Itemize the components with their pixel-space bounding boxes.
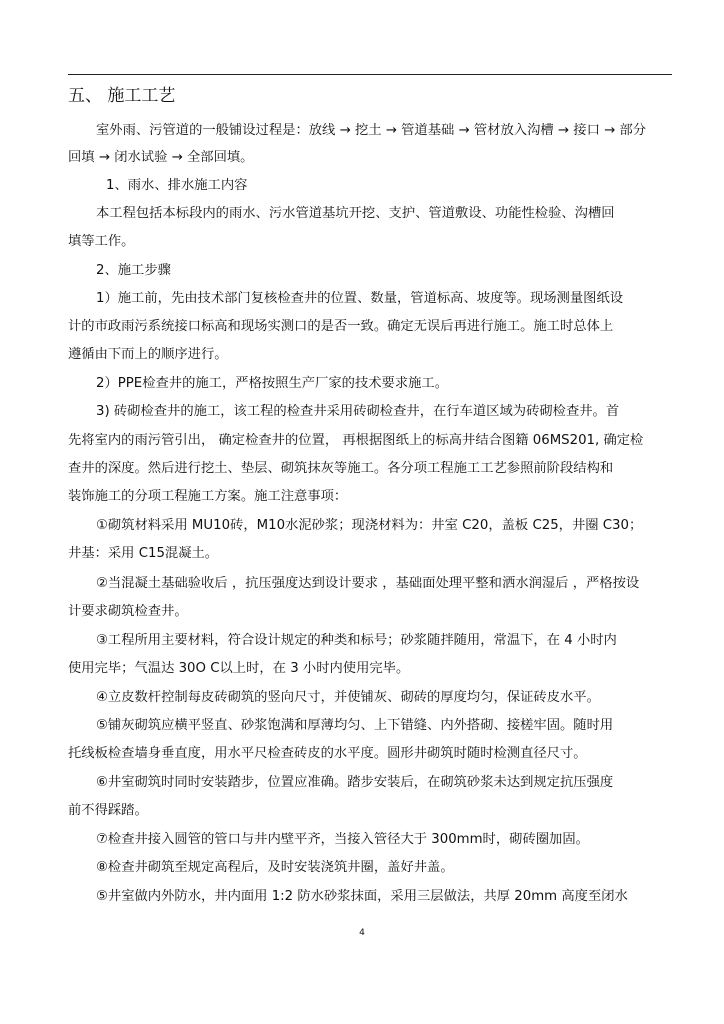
- list-item-continuation: 计要求砌筑检查井。: [68, 604, 188, 619]
- paragraph-line: 先将室内的雨污管引出， 确定检查井的位置， 再根据图纸上的标高井结合图籍 06MS201, 确定检: [68, 433, 644, 448]
- paragraph-line: 装饰施工的分项工程施工方案。施工注意事项：: [68, 489, 348, 504]
- paragraph-line: 查井的深度。然后进行挖土、垫层、砌筑抹灰等施工。各分项工程施工工艺参照前阶段结构和: [68, 461, 614, 476]
- paragraph-line: 室外雨、污管道的一般铺设过程是：放线 → 挖土 → 管道基础 → 管材放入沟槽 → 接口 → 部分: [96, 123, 647, 138]
- list-item: ②当混凝土基础验收后 ，抗压强度达到设计要求 ，基础面处理平整和洒水润湿后 ，严格按设: [96, 576, 640, 591]
- list-item-continuation: 井基：采用 C15混凝土。: [68, 546, 219, 561]
- list-item: ⑦检查井接入圆管的管口与井内壁平齐，当接入管径大于 300mm时，砌砖圈加固。: [96, 832, 589, 847]
- list-item: ⑤井室做内外防水，井内面用 1:2 防水砂浆抹面，采用三层做法，共厚 20mm 高度至闭水: [96, 889, 628, 904]
- header-rule: [68, 74, 672, 75]
- paragraph-line: 遵循由下而上的顺序进行。: [68, 347, 228, 362]
- list-item-continuation: 使用完毕；气温达 30O C以上时，在 3 小时内使用完毕。: [68, 661, 410, 676]
- subheading-drainage-content: 1、雨水、排水施工内容: [106, 178, 248, 193]
- subheading-construction-steps: 2、施工步骤: [96, 263, 171, 278]
- paragraph-line: 3) 砖砌检查井的施工，该工程的检查井采用砖砌检查井，在行车道区域为砖砌检查井。首: [96, 404, 620, 419]
- paragraph-line: 1）施工前，先由技术部门复核检查井的位置、数量，管道标高、坡度等。现场测量图纸设: [96, 291, 624, 306]
- list-item-continuation: 托线板检查墙身垂直度，用水平尺检查砖皮的水平度。圆形井砌筑时随时检测直径尺寸。: [68, 746, 587, 761]
- paragraph-line: 本工程包括本标段内的雨水、污水管道基坑开挖、支护、管道敷设、功能性检验、沟槽回: [96, 206, 615, 221]
- list-item: ⑥井室砌筑时同时安装踏步，位置应准确。踏步安装后，在砌筑砂浆未达到规定抗压强度: [96, 775, 614, 790]
- list-item-continuation: 前不得踩踏。: [68, 803, 148, 818]
- paragraph-line: 2）PPE检查井的施工，严格按照生产厂家的技术要求施工。: [96, 376, 449, 391]
- list-item: ④立皮数杆控制每皮砖砌筑的竖向尺寸，并使铺灰、砌砖的厚度均匀，保证砖皮水平。: [96, 690, 600, 705]
- list-item: ⑤铺灰砌筑应横平竖直、砂浆饱满和厚薄均匀、上下错缝、内外搭砌、接槎牢固。随时用: [96, 718, 614, 733]
- paragraph-line: 计的市政雨污系统接口标高和现场实测口的是否一致。确定无误后再进行施工。施工时总体上: [68, 319, 614, 334]
- paragraph-line: 填等工作。: [68, 234, 135, 249]
- page-number: 4: [359, 928, 365, 938]
- section-title: 五、 施工工艺: [68, 86, 176, 106]
- paragraph-line: 回填 → 闭水试验 → 全部回填。: [68, 150, 254, 165]
- list-item: ①砌筑材料采用 MU10砖，M10水泥砂浆；现浇材料为：井室 C20，盖板 C25，井圈 C30；: [96, 518, 643, 533]
- list-item: ⑧检查井砌筑至规定高程后，及时安装浇筑井圈，盖好井盖。: [96, 860, 454, 875]
- list-item: ③工程所用主要材料，符合设计规定的种类和标号；砂浆随拌随用，常温下，在 4 小时内: [96, 633, 617, 648]
